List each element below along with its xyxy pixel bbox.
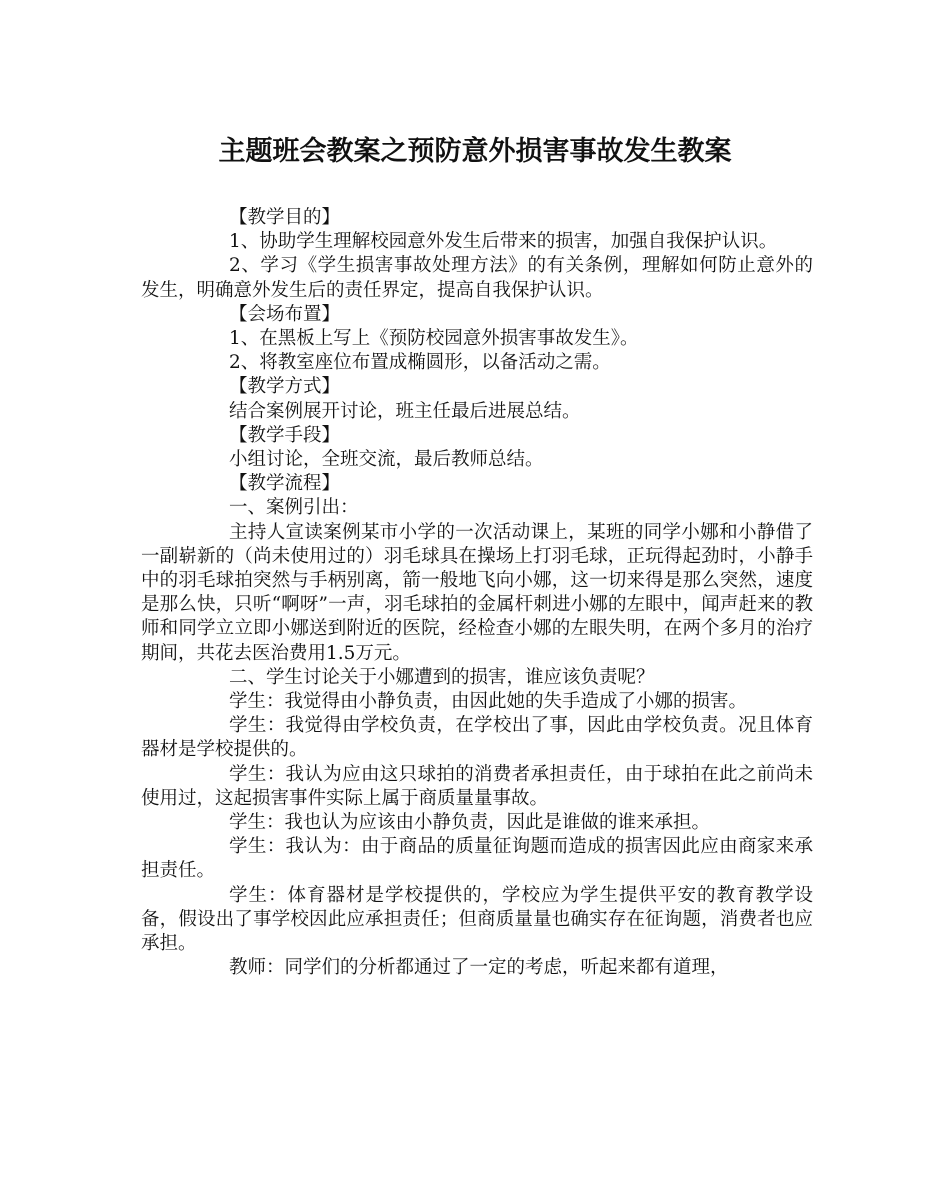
paragraph: 小组讨论，全班交流，最后教师总结。 [229,449,544,471]
paragraph: 学生：我也认为应该由小静负责，因此是谁做的谁来承担。 [229,812,711,834]
section-heading-method: 【教学方式】 [229,376,341,398]
paragraph: 学生：体育器材是学校提供的，学校应为学生提供平安的教育教学设备，假设出了事学校因此应承担责任；但商质量量也确实存在征询题，消费者也应承担。 [141,884,813,955]
paragraph: 学生：我认为：由于商品的质量征询题而造成的损害因此应由商家来承担责任。 [141,836,813,882]
paragraph: 结合案例展开讨论，班主任最后进展总结。 [229,400,581,422]
paragraph: 主持人宣读案例某市小学的一次活动课上，某班的同学小娜和小静借了一副崭新的（尚未使用过的）羽毛球具在操场上打羽毛球，正玩得起劲时，小静手中的羽毛球拍突然与手柄别离，箭一般地飞向小娜，这一切来得是那么突然，速度是那么快，只听“啊呀”一声，羽毛球拍的金属杆刺进小娜的左眼中，闻声赶来的教师和同学立立即小娜送到附近的医院，经检查小娜的左眼失明，在两个多月的治疗期间，共花去医治费用1.5万元。 [141,521,813,664]
paragraph: 二、学生讨论关于小娜遭到的损害，谁应该负责呢？ [229,666,655,688]
section-heading-process: 【教学流程】 [229,473,341,495]
paragraph: 2、将教室座位布置成椭圆形，以备活动之需。 [229,352,611,374]
section-heading-venue: 【会场布置】 [229,303,341,325]
paragraph: 一、案例引出： [229,497,359,519]
paragraph: 学生：我觉得由小静负责，由因此她的失手造成了小娜的损害。 [229,691,748,713]
document-title: 主题班会教案之预防意外损害事故发生教案 [218,136,732,167]
section-heading-means: 【教学手段】 [229,424,341,446]
paragraph: 2、学习《学生损害事故处理方法》的有关条例，理解如何防止意外的发生，明确意外发生后的责任界定，提高自我保护认识。 [141,255,813,301]
paragraph: 学生：我觉得由学校负责，在学校出了事，因此由学校负责。况且体育器材是学校提供的。 [141,715,813,761]
document-body [141,206,813,981]
paragraph: 教师：同学们的分析都通过了一定的考虑，听起来都有道理， [229,957,729,979]
paragraph: 学生：我认为应由这只球拍的消费者承担责任，由于球拍在此之前尚未使用过，这起损害事件实际上属于商质量量事故。 [141,763,813,809]
section-heading-purpose: 【教学目的】 [229,207,341,228]
paragraph: 1、协助学生理解校园意外发生后带来的损害，加强自我保护认识。 [229,231,778,253]
paragraph: 1、在黑板上写上《预防校园意外损害事故发生》。 [229,328,639,350]
